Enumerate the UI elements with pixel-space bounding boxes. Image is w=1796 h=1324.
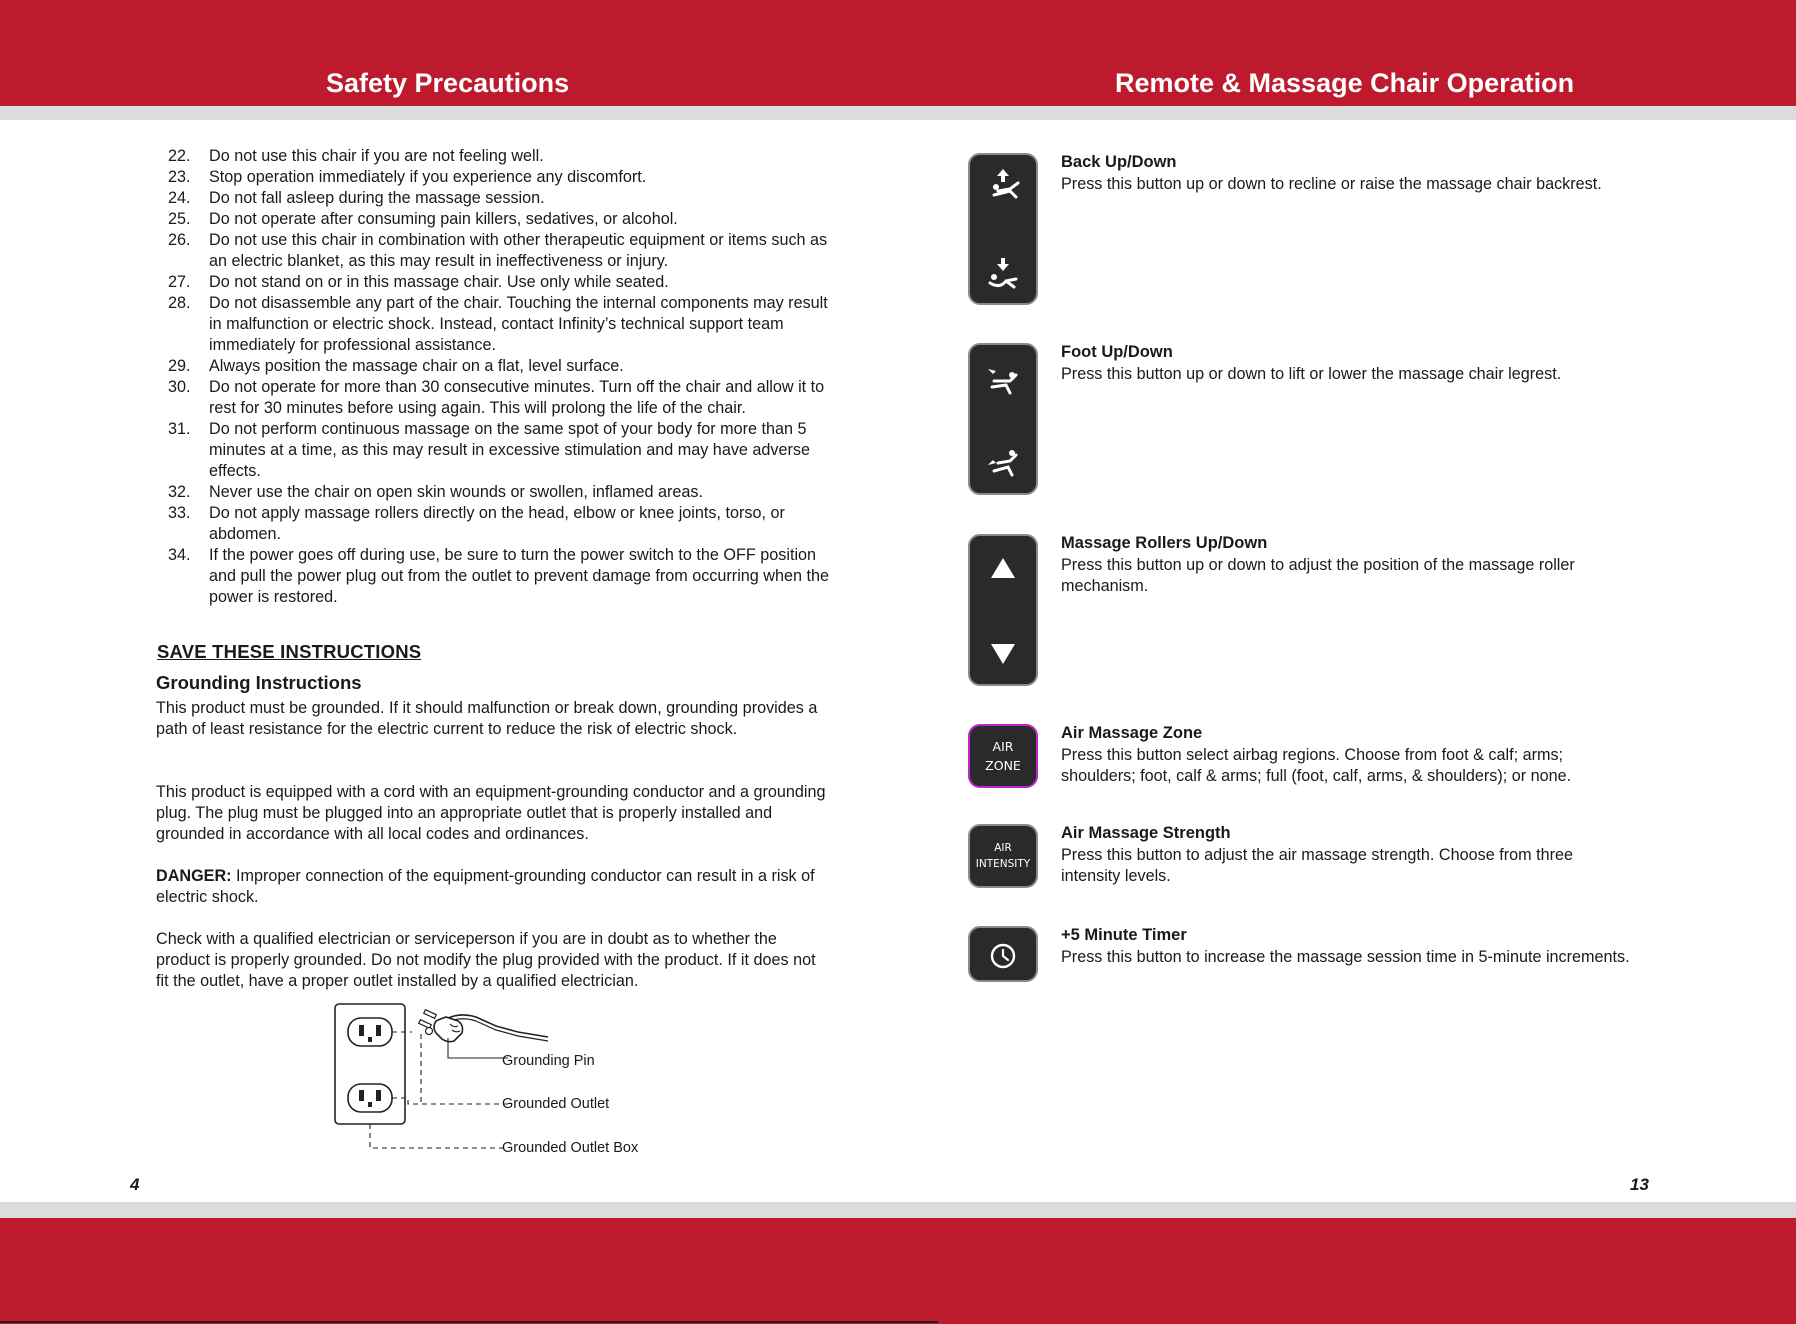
- air-massage-zone-item: [968, 724, 1668, 794]
- grounded-outlet-label: Grounded Outlet: [502, 1096, 610, 1112]
- massage-rollers-button[interactable]: [968, 534, 1038, 686]
- legrest-down-icon: [970, 445, 1036, 479]
- timer-item: [968, 926, 1668, 996]
- triangle-down-icon: [970, 644, 1036, 664]
- left-page-title: Safety Precautions: [326, 68, 570, 98]
- right-page-number: 13: [1630, 1175, 1649, 1194]
- list-item: 32. Never use the chair on open skin wounds or swollen, inflamed areas.: [168, 483, 703, 501]
- backrest-down-icon: [970, 255, 1036, 291]
- massage-rollers-item: [968, 534, 1668, 688]
- list-item: 27. Do not stand on or in this massage chair. Use only while seated.: [168, 273, 669, 291]
- danger-label: DANGER:: [156, 867, 232, 885]
- list-item: 22. Do not use this chair if you are not feeling well.: [168, 147, 544, 165]
- op-description: Press this button to increase the massage session time in 5-minute increments.: [1061, 948, 1630, 966]
- save-instructions-heading: SAVE THESE INSTRUCTIONS: [157, 641, 422, 662]
- op-description: Press this button select airbag regions. Choose from foot & calf; arms; shoulders; foot, calf & arms; full (foot, calf, arms, & shoulders); or none.: [1061, 746, 1572, 785]
- list-item: 24. Do not fall asleep during the massage session.: [168, 189, 545, 207]
- back-up-down-item: [968, 153, 1668, 307]
- clock-icon: [970, 942, 1036, 970]
- op-description: Press this button up or down to adjust the position of the massage roller mechanism.: [1061, 556, 1575, 595]
- danger-text: Improper connection of the equipment-grounding conductor can result in a risk of electric shock.: [156, 867, 815, 906]
- back-up-down-button[interactable]: [968, 153, 1038, 305]
- list-item: 23. Stop operation immediately if you experience any discomfort.: [168, 168, 647, 186]
- outlet-box-icon: [335, 1004, 405, 1124]
- foot-up-down-button[interactable]: [968, 343, 1038, 495]
- op-title: Back Up/Down: [1061, 153, 1177, 171]
- foot-up-down-item: [968, 343, 1668, 497]
- grounding-pin-label: Grounding Pin: [502, 1053, 595, 1069]
- list-item: 34. If the power goes off during use, be sure to turn the power switch to the OFF position and pull the power plug out from the outlet to prevent damage from occurring when the power is restored.: [168, 546, 829, 606]
- right-page-title: Remote & Massage Chair Operation: [1115, 68, 1575, 98]
- legrest-up-icon: [970, 363, 1036, 397]
- backrest-up-icon: [970, 167, 1036, 203]
- op-title: Foot Up/Down: [1061, 343, 1173, 361]
- grounding-outlet-diagram: [326, 998, 666, 1158]
- list-item: 25. Do not operate after consuming pain killers, sedatives, or alcohol.: [168, 210, 678, 228]
- header-divider: [0, 106, 1796, 120]
- list-item: 33. Do not apply massage rollers directly on the head, elbow or knee joints, torso, or abdomen.: [168, 504, 785, 543]
- left-page-number: 4: [130, 1175, 140, 1194]
- list-item: 29. Always position the massage chair on a flat, level surface.: [168, 357, 624, 375]
- op-description: Press this button up or down to recline or raise the massage chair backrest.: [1061, 175, 1602, 193]
- triangle-up-icon: [970, 558, 1036, 578]
- list-item: 28. Do not disassemble any part of the chair. Touching the internal components may result in malfunction or electric shock. Instead, contact Infinity’s technical support team immediately for professional assistance.: [168, 294, 828, 354]
- safety-precautions-list: [160, 146, 830, 608]
- scan-hairline: [0, 1321, 938, 1323]
- list-item: 26. Do not use this chair in combination with other therapeutic equipment or items such as an electric blanket, as this may result in ineffectiveness or injury.: [168, 231, 828, 270]
- danger-paragraph: [156, 866, 826, 908]
- list-item: 30. Do not operate for more than 30 consecutive minutes. Turn off the chair and allow it to rest for 30 minutes before using again. This will prolong the life of the chair.: [168, 378, 825, 417]
- grounded-outlet-box-label: Grounded Outlet Box: [502, 1140, 639, 1156]
- air-intensity-button-line1: AIR: [994, 842, 1012, 854]
- timer-button[interactable]: [968, 926, 1038, 982]
- air-massage-strength-item: [968, 824, 1668, 894]
- grounding-paragraph: Check with a qualified electrician or serviceperson if you are in doubt as to whether the product is properly grounded. Do not modify the plug provided with the product. If it does not fit the outlet, have a proper outlet installed by a qualified electrician.: [156, 930, 816, 990]
- footer-band: [0, 1218, 1796, 1324]
- air-intensity-button-line2: INTENSITY: [975, 858, 1031, 870]
- footer-divider: [0, 1202, 1796, 1218]
- air-zone-button[interactable]: [968, 724, 1038, 788]
- air-zone-button-line2: ZONE: [985, 758, 1021, 773]
- grounding-paragraph: This product must be grounded. If it should malfunction or break down, grounding provides a path of least resistance for the electric current to reduce the risk of electric shock.: [156, 699, 818, 738]
- grounding-instructions-heading: Grounding Instructions: [156, 672, 362, 693]
- op-title: Air Massage Strength: [1061, 824, 1231, 842]
- air-zone-button-line1: AIR: [992, 739, 1014, 754]
- op-description: Press this button up or down to lift or lower the massage chair legrest.: [1061, 365, 1562, 383]
- op-title: +5 Minute Timer: [1061, 926, 1187, 944]
- op-title: Massage Rollers Up/Down: [1061, 534, 1268, 552]
- grounding-paragraph: This product is equipped with a cord with an equipment-grounding conductor and a grounding plug. The plug must be plugged into an appropriate outlet that is properly installed and grounded in accordance with all local codes and ordinances.: [156, 783, 826, 843]
- op-title: Air Massage Zone: [1061, 724, 1203, 742]
- op-description: Press this button to adjust the air massage strength. Choose from three intensity levels.: [1061, 846, 1573, 885]
- plug-icon: [419, 1010, 548, 1042]
- list-item: 31. Do not perform continuous massage on the same spot of your body for more than 5 minutes at a time, as this may result in excessive stimulation and may have adverse effects.: [168, 420, 811, 480]
- air-intensity-button[interactable]: [968, 824, 1038, 888]
